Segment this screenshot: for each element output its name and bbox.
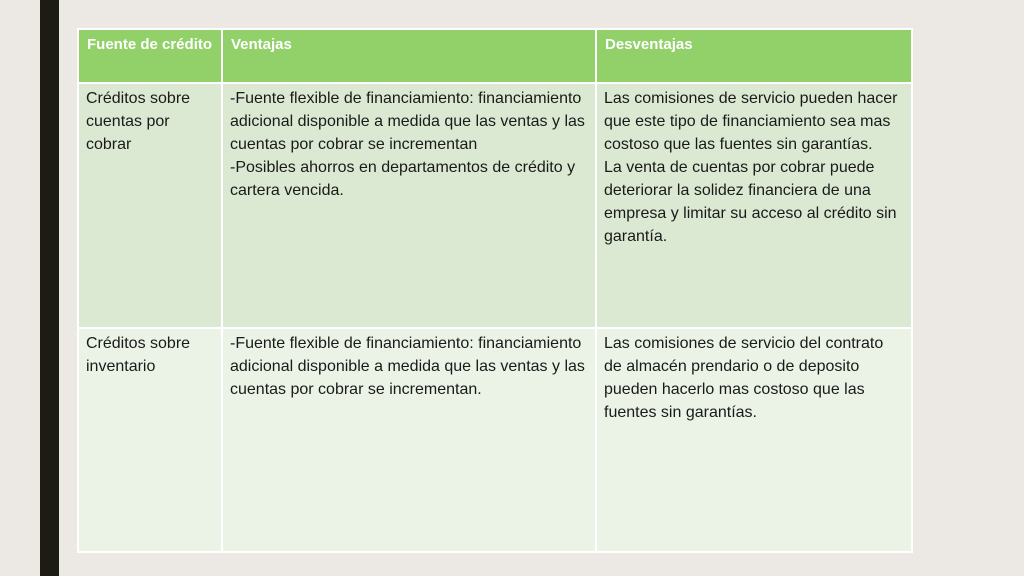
slide-left-accent-bar <box>40 0 59 576</box>
ventaja-item: -Posibles ahorros en departamentos de crédito y cartera vencida. <box>230 159 576 199</box>
header-ventajas: Ventajas <box>222 29 596 83</box>
cell-fuente: Créditos sobre inventario <box>78 328 222 552</box>
header-desventajas: Desventajas <box>596 29 912 83</box>
table-header-row <box>78 29 912 83</box>
cell-desventajas <box>596 328 912 552</box>
desventaja-item: Las comisiones de servicio del contrato de almacén prendario o de deposito pueden hacerlo mas costoso que las fuentes sin garantías. <box>604 335 884 421</box>
table-row <box>78 83 912 328</box>
header-fuente: Fuente de crédito <box>78 29 222 83</box>
ventaja-item: -Fuente flexible de financiamiento: financiamiento adicional disponible a medida que las ventas y las cuentas por cobrar se incrementan. <box>230 335 585 398</box>
cell-fuente: Créditos sobre cuentas por cobrar <box>78 83 222 328</box>
desventaja-item: La venta de cuentas por cobrar puede deteriorar la solidez financiera de una empresa y limitar su acceso al crédito sin garantía. <box>604 159 897 245</box>
cell-desventajas <box>596 83 912 328</box>
credit-sources-table <box>77 28 913 553</box>
ventaja-item: -Fuente flexible de financiamiento: financiamiento adicional disponible a medida que las ventas y las cuentas por cobrar se incrementan <box>230 90 585 153</box>
cell-ventajas <box>222 83 596 328</box>
table-row <box>78 328 912 552</box>
cell-ventajas <box>222 328 596 552</box>
desventaja-item: Las comisiones de servicio pueden hacer que este tipo de financiamiento sea mas costoso que las fuentes sin garantías. <box>604 90 898 153</box>
